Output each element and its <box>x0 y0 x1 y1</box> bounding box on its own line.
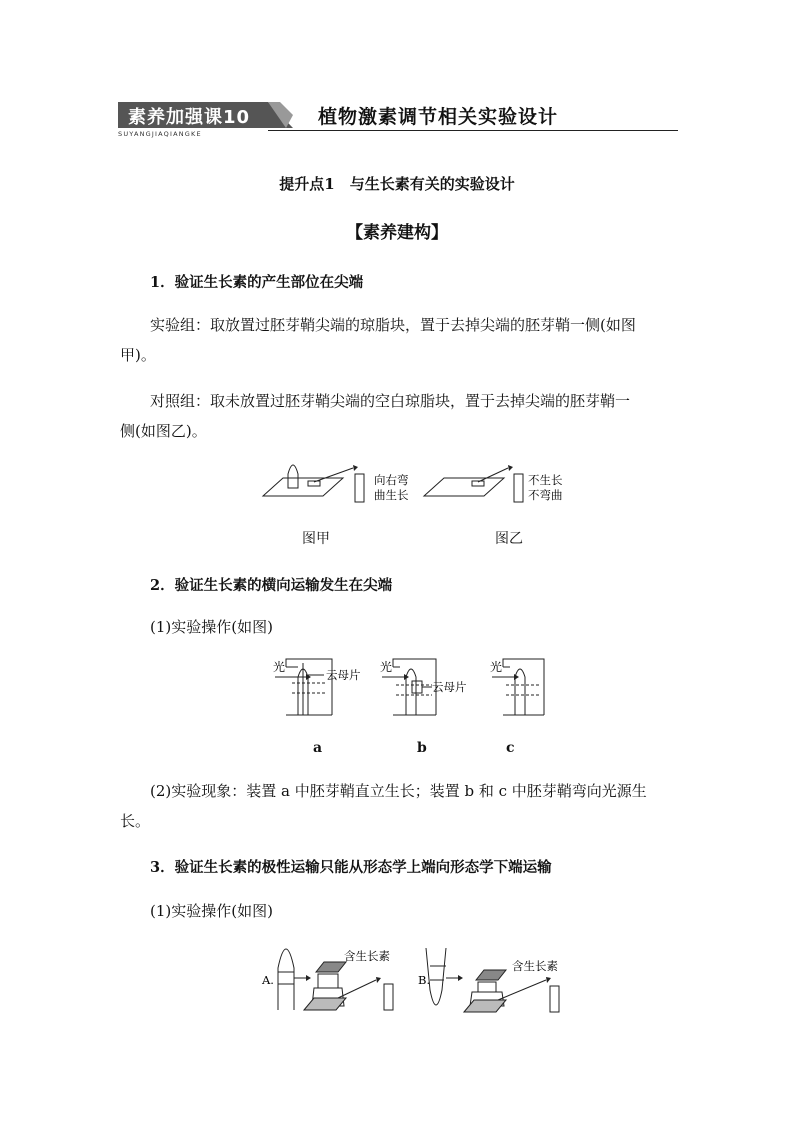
caption-b: b <box>417 740 427 756</box>
mica-label-a: 云母片 <box>326 668 361 682</box>
fig-c <box>490 659 544 715</box>
s2-result-line2: 长。 <box>120 812 151 830</box>
s1-p1-line1: 实验组：取放置过胚芽鞘尖端的琼脂块，置于去掉尖端的胚芽鞘一侧(如图 <box>150 316 636 334</box>
fig-yi <box>424 465 563 502</box>
label-b: B. <box>418 973 431 987</box>
fig-yi-result-1: 不生长 <box>528 473 563 487</box>
light-label-b: 光 <box>380 660 393 674</box>
light-label-a: 光 <box>273 660 286 674</box>
chapter-banner <box>118 100 678 140</box>
s2-heading: 2．验证生长素的横向运输发生在尖端 <box>150 577 393 594</box>
caption-c: c <box>506 740 515 756</box>
figure-jia-yi <box>258 460 578 510</box>
fig-polar-a <box>261 949 393 1010</box>
caption-jia: 图甲 <box>302 531 330 547</box>
caption-yi: 图乙 <box>495 531 523 547</box>
fig-jia <box>263 465 409 502</box>
s1-heading: 1．验证生长素的产生部位在尖端 <box>150 274 364 291</box>
subtitle: 提升点1 与生长素有关的实验设计 <box>279 175 515 193</box>
label-a: A. <box>262 973 274 987</box>
badge-label: 素养加强课10 <box>128 107 251 128</box>
s2-step1: (1)实验操作(如图) <box>150 618 273 636</box>
figure-polar <box>258 940 578 1020</box>
fig-a <box>273 659 361 715</box>
section-title: 【素养建构】 <box>346 223 448 243</box>
s3-heading: 3．验证生长素的极性运输只能从形态学上端向形态学下端运输 <box>150 859 552 876</box>
auxin-label-a: 含生长素 <box>344 949 390 963</box>
s2-result-line1: (2)实验现象：装置 a 中胚芽鞘直立生长；装置 b 和 c 中胚芽鞘弯向光源生 <box>150 782 647 800</box>
caption-a: a <box>313 740 323 756</box>
s3-step1: (1)实验操作(如图) <box>150 902 273 920</box>
fig-jia-result-2: 曲生长 <box>374 488 409 502</box>
s1-p2-line2: 侧(如图乙)。 <box>120 422 207 440</box>
auxin-label-b: 含生长素 <box>512 959 558 973</box>
fig-b <box>380 659 467 715</box>
figure-abc <box>270 655 560 720</box>
fig-jia-result-1: 向右弯 <box>374 473 409 487</box>
mica-label-b: 云母片 <box>432 680 467 694</box>
badge-pinyin: SUYANGJIAQIANGKE <box>118 130 202 138</box>
banner-rule <box>268 130 678 131</box>
s1-p1-line2: 甲)。 <box>120 346 156 364</box>
s1-p2-line1: 对照组：取未放置过胚芽鞘尖端的空白琼脂块，置于去掉尖端的胚芽鞘一 <box>150 392 631 410</box>
chapter-title: 植物激素调节相关实验设计 <box>318 106 559 128</box>
fig-yi-result-2: 不弯曲 <box>528 488 563 502</box>
light-label-c: 光 <box>490 660 503 674</box>
fig-polar-b <box>418 948 559 1012</box>
